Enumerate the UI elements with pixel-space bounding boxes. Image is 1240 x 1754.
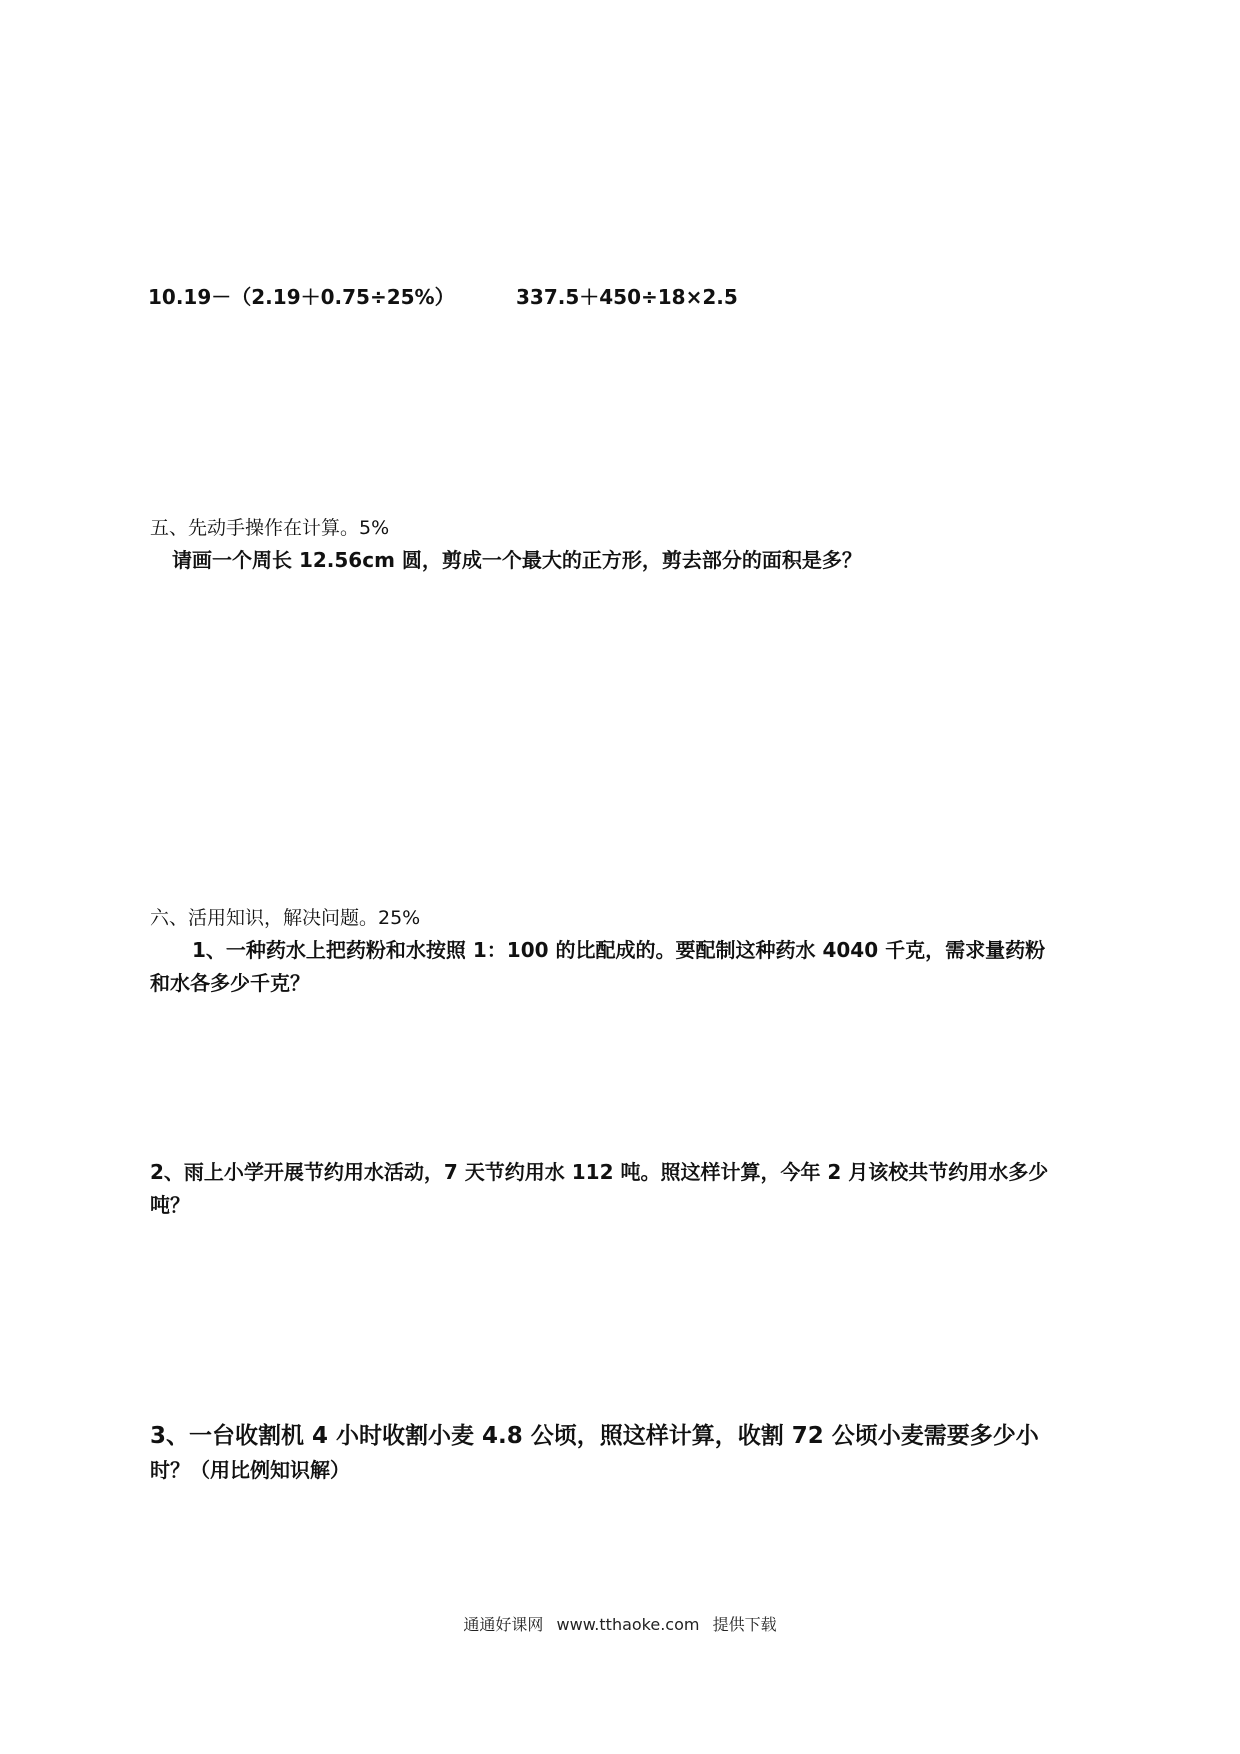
question-1-line-1: 1、一种药水上把药粉和水按照 1：100 的比配成的。要配制这种药水 4040 千克，需求量药粉 [192, 938, 1046, 962]
question-3-line-2: 时？（用比例知识解） [150, 1458, 350, 1482]
footer-url[interactable]: www.tthaoke.com [556, 1615, 700, 1634]
section-five-question: 请画一个周长 12.56cm 圆，剪成一个最大的正方形，剪去部分的面积是多？ [172, 548, 862, 572]
question-3-line-1: 3、一台收割机 4 小时收割小麦 4.8 公顷，照这样计算，收割 72 公顷小麦需要多少小 [150, 1423, 1039, 1449]
question-1-line-2: 和水各多少千克？ [150, 971, 310, 995]
question-2-line-2: 吨？ [150, 1193, 190, 1217]
footer-site-name: 通通好课网 [463, 1615, 544, 1634]
calc-expression-right: 337.5＋450÷18×2.5 [516, 285, 738, 309]
section-five-heading: 五、先动手操作在计算。5% [150, 517, 390, 539]
section-six-heading: 六、活用知识，解决问题。25% [150, 907, 421, 929]
question-2-line-1: 2、雨上小学开展节约用水活动，7 天节约用水 112 吨。照这样计算，今年 2 月该校共节约用水多少 [150, 1160, 1049, 1184]
page-footer [0, 1612, 1240, 1635]
footer-suffix: 提供下载 [712, 1615, 777, 1634]
calc-expression-left: 10.19－（2.19＋0.75÷25%） [148, 285, 455, 309]
